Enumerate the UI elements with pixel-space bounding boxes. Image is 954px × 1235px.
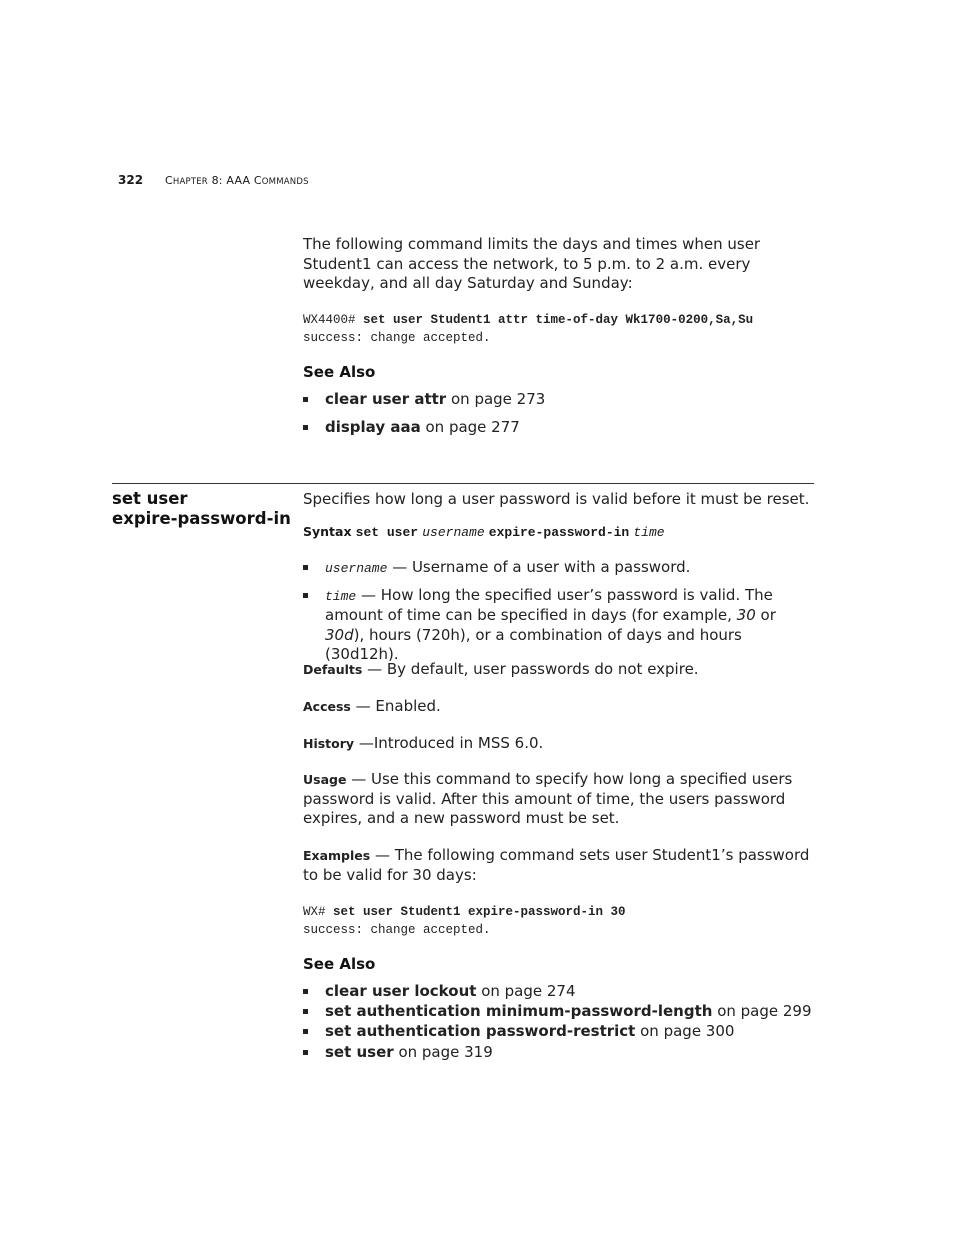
- see-also-item[interactable]: set user on page 319: [303, 1043, 813, 1063]
- example-code-result: success: change accepted.: [303, 923, 491, 937]
- bullet-icon: [303, 989, 308, 994]
- section-title: set user expire-password-in: [112, 489, 291, 528]
- syntax-line: Syntax set user username expire-password-in time: [303, 524, 665, 540]
- see-also-item[interactable]: display aaa on page 277: [303, 418, 813, 438]
- defaults-line: Defaults — By default, user passwords do not expire.: [303, 660, 699, 678]
- bullet-icon: [303, 565, 308, 570]
- see-also-item[interactable]: set authentication password-restrict on page 300: [303, 1022, 813, 1042]
- history-line: History —Introduced in MSS 6.0.: [303, 734, 544, 752]
- section-divider: [112, 483, 814, 484]
- examples-paragraph: Examples — The following command sets user Student1’s password to be valid for 30 days:: [303, 846, 810, 884]
- chapter-header: CHAPTER 8: AAA COMMANDS: [165, 174, 309, 187]
- intro-see-also-heading: See Also: [303, 363, 376, 381]
- example-code-block: [303, 903, 626, 939]
- bullet-icon: [303, 425, 308, 430]
- intro-paragraph: The following command limits the days and times when user Student1 can access the network, to 5 p.m. to 2 a.m. every weekday, and all day Saturday and Sunday:: [303, 235, 761, 293]
- section-description: Specifies how long a user password is valid before it must be reset.: [303, 490, 810, 508]
- see-also-item[interactable]: clear user lockout on page 274: [303, 982, 813, 1002]
- bullet-icon: [303, 1009, 308, 1014]
- intro-see-also-list: [303, 390, 813, 438]
- bullet-icon: [303, 593, 308, 598]
- usage-paragraph: Usage — Use this command to specify how long a specified users password is valid. After this amount of time, the users password expires, and a new password must be set.: [303, 770, 793, 828]
- parameter-item: username — Username of a user with a password.: [303, 558, 813, 579]
- intro-code-block: [303, 311, 753, 347]
- parameter-item: time — How long the specified user’s password is valid. The amount of time can be specified in days (for example, 30 or 30d), hours (720h), or a combination of days and hours (30d12h).: [303, 586, 813, 665]
- intro-code-result: success: change accepted.: [303, 331, 491, 345]
- section-see-also-list: [303, 982, 813, 1062]
- intro-code-command-line: WX4400# set user Student1 attr time-of-day Wk1700-0200,Sa,Su: [303, 313, 754, 327]
- example-code-command-line: WX# set user Student1 expire-password-in 30: [303, 905, 626, 919]
- access-line: Access — Enabled.: [303, 697, 441, 715]
- syntax-label: Syntax: [303, 524, 352, 539]
- bullet-icon: [303, 1029, 308, 1034]
- bullet-icon: [303, 1050, 308, 1055]
- see-also-item[interactable]: clear user attr on page 273: [303, 390, 813, 410]
- see-also-item[interactable]: set authentication minimum-password-length on page 299: [303, 1002, 813, 1022]
- parameter-list: [303, 558, 813, 665]
- section-see-also-heading: See Also: [303, 955, 376, 973]
- bullet-icon: [303, 397, 308, 402]
- page-number: 322: [118, 173, 144, 187]
